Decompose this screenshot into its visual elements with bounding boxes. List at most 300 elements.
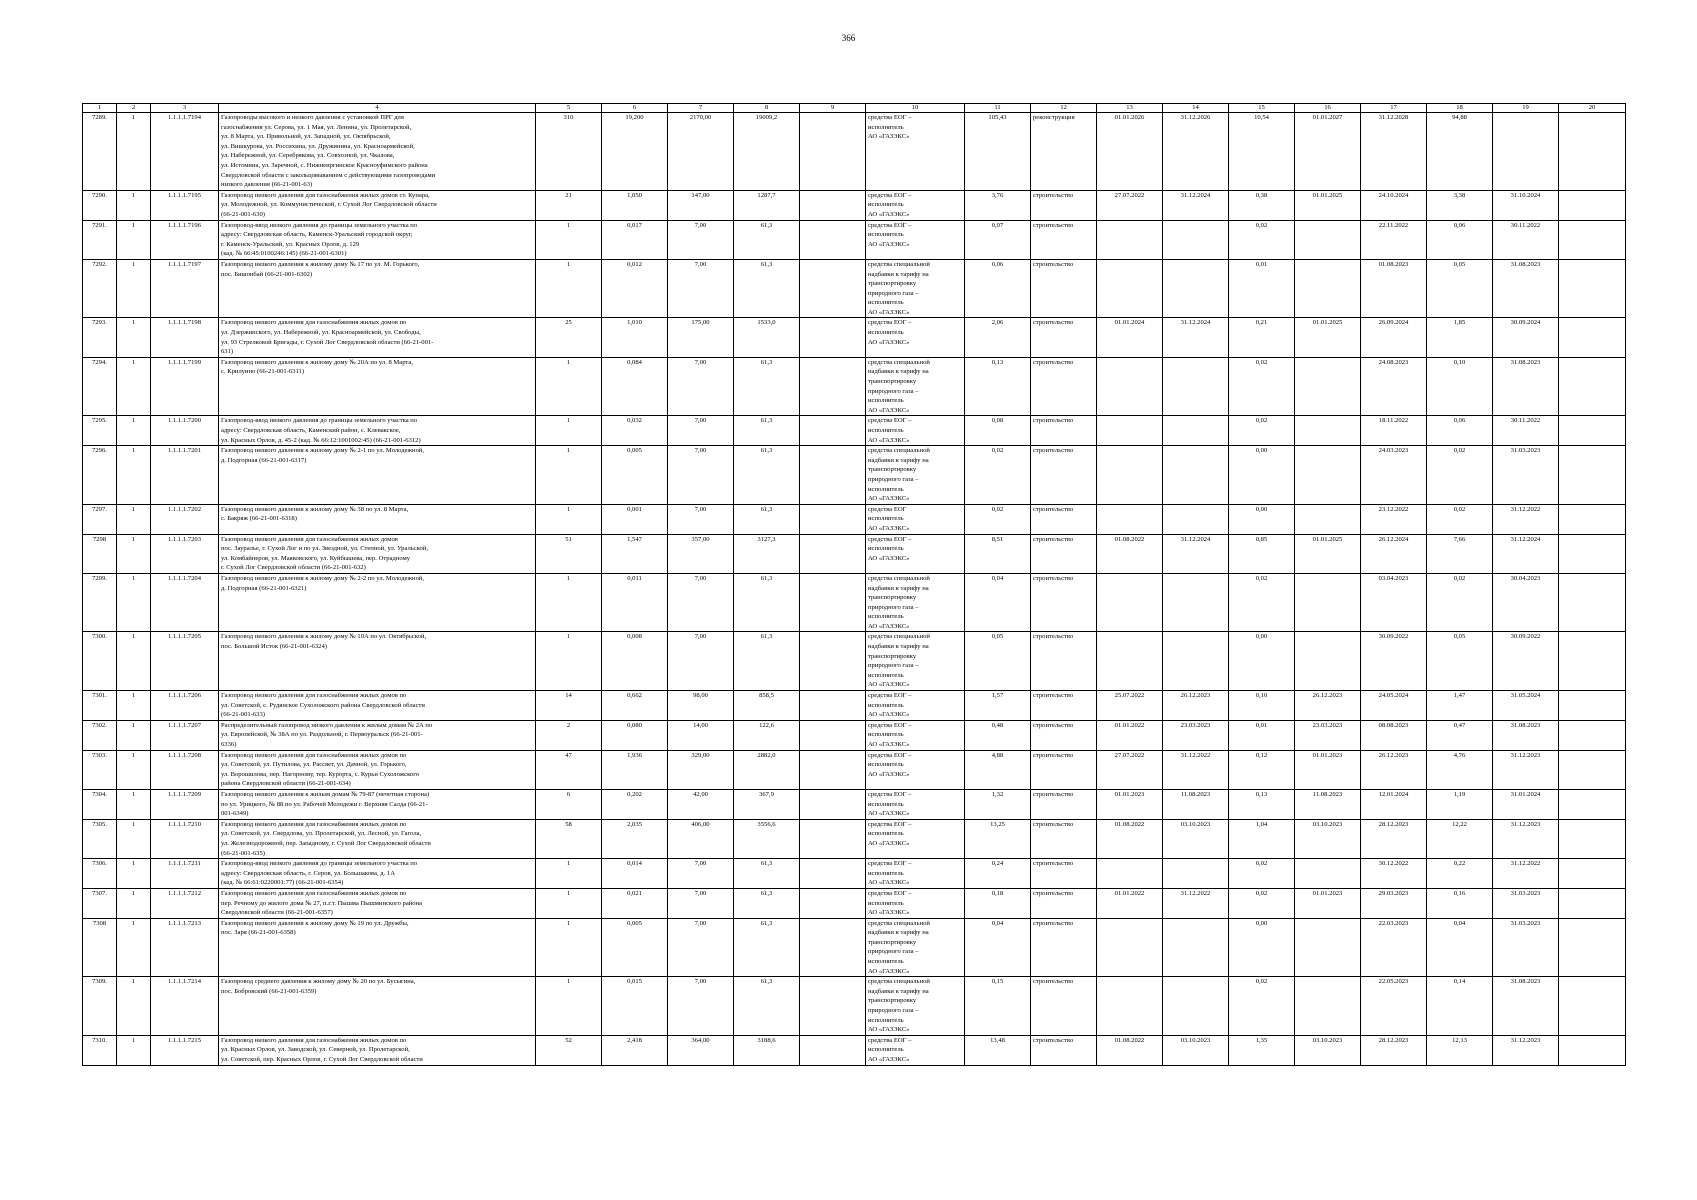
column-header-5: 5 — [536, 104, 602, 113]
end-date: 31.12.2026 — [1163, 113, 1229, 191]
volume-value: 858,5 — [734, 691, 800, 721]
note-cell — [1559, 534, 1626, 573]
empty-cell — [800, 259, 866, 318]
remaining-cost-value: 4,76 — [1427, 750, 1493, 789]
column-header-6: 6 — [602, 104, 668, 113]
row-number: 7298 — [83, 534, 117, 573]
project-code: 1.1.1.1.7207 — [151, 720, 219, 750]
start-date: 01.01.2026 — [1097, 113, 1163, 191]
cost-value: 0,13 — [965, 357, 1031, 416]
completion-date: 30.11.2022 — [1493, 416, 1559, 446]
volume-value: 61,3 — [734, 888, 800, 918]
column-header-14: 14 — [1163, 104, 1229, 113]
remaining-cost-value: 0,16 — [1427, 888, 1493, 918]
work-type: строительство — [1031, 859, 1097, 889]
stage-cost-value: 1,35 — [1229, 1035, 1295, 1065]
households-count: 21 — [536, 190, 602, 220]
project-description: Распределительный газопровод низкого давления к жилым домам № 2А по ул. Европейской, № 38А по ул. Раздольной, г. Первоуральск (66-21-001- 6336) — [219, 720, 536, 750]
start-date — [1097, 632, 1163, 691]
work-type: строительство — [1031, 819, 1097, 858]
completion-date: 31.03.2023 — [1493, 446, 1559, 505]
project-description: Газопровод-ввод низкого давления до границы земельного участка по адресу: Свердловская область, г. Серов, ул. Большакова, д. 1А (кад. № 66:61:0220001:77) (66-21-001-6354) — [219, 859, 536, 889]
stage-start-date — [1295, 259, 1361, 318]
end-date: 31.12.2022 — [1163, 888, 1229, 918]
project-code: 1.1.1.1.7211 — [151, 859, 219, 889]
row-number: 7309. — [83, 977, 117, 1036]
stage-start-date — [1295, 446, 1361, 505]
table-row — [83, 977, 1626, 1036]
stage-cost-value: 0,02 — [1229, 220, 1295, 259]
funding-source: средства ЕОГ – исполнитель АО «ГАЗЭКС» — [866, 416, 965, 446]
commission-date: 28.12.2023 — [1361, 819, 1427, 858]
funding-source: средства ЕОГ – исполнитель АО «ГАЗЭКС» — [866, 720, 965, 750]
empty-cell — [800, 113, 866, 191]
priority-cell: 1 — [117, 357, 151, 416]
priority-cell: 1 — [117, 1035, 151, 1065]
work-type: строительство — [1031, 416, 1097, 446]
funding-source: средства ЕОГ – исполнитель АО «ГАЗЭКС» — [866, 819, 965, 858]
note-cell — [1559, 190, 1626, 220]
start-date: 01.01.2022 — [1097, 720, 1163, 750]
households-count: 1 — [536, 446, 602, 505]
column-header-10: 10 — [866, 104, 965, 113]
pipeline-length: 0,084 — [602, 357, 668, 416]
remaining-cost-value: 12,22 — [1427, 819, 1493, 858]
commission-date: 30.09.2022 — [1361, 632, 1427, 691]
cost-value: 0,06 — [965, 259, 1031, 318]
cost-value: 1,32 — [965, 789, 1031, 819]
column-header-11: 11 — [965, 104, 1031, 113]
funding-source: средства специальной надбавки к тарифу на транспортировку природного газа – исполнитель АО «ГАЗЭКС» — [866, 977, 965, 1036]
remaining-cost-value: 0,06 — [1427, 416, 1493, 446]
row-number: 7301. — [83, 691, 117, 721]
column-header-16: 16 — [1295, 104, 1361, 113]
stage-cost-value: 0,01 — [1229, 259, 1295, 318]
table-row — [83, 220, 1626, 259]
table-row — [83, 446, 1626, 505]
remaining-cost-value: 0,02 — [1427, 573, 1493, 632]
funding-source: средства ЕОГ – исполнитель АО «ГАЗЭКС» — [866, 859, 965, 889]
remaining-cost-value: 0,47 — [1427, 720, 1493, 750]
stage-cost-value: 0,00 — [1229, 446, 1295, 505]
pipeline-length: 0,012 — [602, 259, 668, 318]
cost-value: 13,48 — [965, 1035, 1031, 1065]
column-header-18: 18 — [1427, 104, 1493, 113]
commission-date: 12.01.2024 — [1361, 789, 1427, 819]
stage-cost-value: 0,13 — [1229, 789, 1295, 819]
remaining-cost-value: 3,38 — [1427, 190, 1493, 220]
completion-date: 31.12.2024 — [1493, 534, 1559, 573]
stage-cost-value: 0,02 — [1229, 357, 1295, 416]
start-date — [1097, 504, 1163, 534]
table-row — [83, 504, 1626, 534]
stage-cost-value: 0,12 — [1229, 750, 1295, 789]
stage-start-date: 01.01.2023 — [1295, 750, 1361, 789]
capacity-value: 147,00 — [668, 190, 734, 220]
end-date — [1163, 259, 1229, 318]
funding-source: средства ЕОГ – исполнитель АО «ГАЗЭКС» — [866, 534, 965, 573]
empty-cell — [800, 888, 866, 918]
stage-start-date — [1295, 859, 1361, 889]
row-number: 7300. — [83, 632, 117, 691]
column-number-header-row — [83, 104, 1626, 113]
commission-date: 22.11.2022 — [1361, 220, 1427, 259]
work-type: строительство — [1031, 446, 1097, 505]
remaining-cost-value: 1,47 — [1427, 691, 1493, 721]
stage-start-date — [1295, 220, 1361, 259]
priority-cell: 1 — [117, 113, 151, 191]
commission-date: 22.03.2023 — [1361, 918, 1427, 977]
empty-cell — [800, 918, 866, 977]
end-date — [1163, 977, 1229, 1036]
pipeline-length: 0,080 — [602, 720, 668, 750]
table-row — [83, 750, 1626, 789]
priority-cell: 1 — [117, 750, 151, 789]
project-code: 1.1.1.1.7213 — [151, 918, 219, 977]
stage-cost-value: 0,85 — [1229, 534, 1295, 573]
empty-cell — [800, 750, 866, 789]
column-header-12: 12 — [1031, 104, 1097, 113]
capacity-value: 7,00 — [668, 446, 734, 505]
row-number: 7295. — [83, 416, 117, 446]
volume-value: 19009,2 — [734, 113, 800, 191]
households-count: 310 — [536, 113, 602, 191]
empty-cell — [800, 819, 866, 858]
row-number: 7294. — [83, 357, 117, 416]
start-date — [1097, 259, 1163, 318]
project-code: 1.1.1.1.7196 — [151, 220, 219, 259]
capacity-value: 7,00 — [668, 504, 734, 534]
table-row — [83, 259, 1626, 318]
households-count: 1 — [536, 859, 602, 889]
project-code: 1.1.1.1.7209 — [151, 789, 219, 819]
work-type: строительство — [1031, 534, 1097, 573]
stage-start-date: 23.03.2023 — [1295, 720, 1361, 750]
work-type: строительство — [1031, 259, 1097, 318]
end-date — [1163, 220, 1229, 259]
column-header-3: 3 — [151, 104, 219, 113]
stage-start-date: 01.01.2025 — [1295, 190, 1361, 220]
stage-start-date: 01.01.2025 — [1295, 318, 1361, 357]
volume-value: 61,3 — [734, 259, 800, 318]
completion-date: 31.05.2024 — [1493, 691, 1559, 721]
project-description: Газопровод среднего давления к жилому дому № 20 по ул. Бусыгина, пос. Бобровский (66-21-001-6359) — [219, 977, 536, 1036]
column-header-19: 19 — [1493, 104, 1559, 113]
work-type: строительство — [1031, 789, 1097, 819]
remaining-cost-value: 0,14 — [1427, 977, 1493, 1036]
column-header-17: 17 — [1361, 104, 1427, 113]
households-count: 1 — [536, 220, 602, 259]
completion-date: 31.12.2022 — [1493, 504, 1559, 534]
note-cell — [1559, 720, 1626, 750]
work-type: строительство — [1031, 573, 1097, 632]
column-header-8: 8 — [734, 104, 800, 113]
commission-date: 23.12.2022 — [1361, 504, 1427, 534]
funding-source: средства специальной надбавки к тарифу на транспортировку природного газа – исполнитель АО «ГАЗЭКС» — [866, 918, 965, 977]
column-header-20: 20 — [1559, 104, 1626, 113]
pipeline-length: 0,001 — [602, 504, 668, 534]
remaining-cost-value: 0,02 — [1427, 504, 1493, 534]
work-type: строительство — [1031, 504, 1097, 534]
priority-cell: 1 — [117, 416, 151, 446]
volume-value: 61,3 — [734, 977, 800, 1036]
commission-date: 24.08.2023 — [1361, 357, 1427, 416]
cost-value: 13,25 — [965, 819, 1031, 858]
project-description: Газопровод низкого давления для газоснабжения жилых домов ст. Кунара, ул. Молодежной, ул. Коммунистической, г. Сухой Лог Свердловской области (66-21-001-630) — [219, 190, 536, 220]
capacity-value: 7,00 — [668, 416, 734, 446]
completion-date: 31.12.2022 — [1493, 859, 1559, 889]
start-date: 01.01.2023 — [1097, 789, 1163, 819]
priority-cell: 1 — [117, 632, 151, 691]
note-cell — [1559, 750, 1626, 789]
column-header-13: 13 — [1097, 104, 1163, 113]
cost-value: 1,57 — [965, 691, 1031, 721]
project-code: 1.1.1.1.7200 — [151, 416, 219, 446]
stage-cost-value: 10,54 — [1229, 113, 1295, 191]
work-type: строительство — [1031, 357, 1097, 416]
funding-source: средства специальной надбавки к тарифу на транспортировку природного газа – исполнитель АО «ГАЗЭКС» — [866, 573, 965, 632]
note-cell — [1559, 691, 1626, 721]
cost-value: 3,76 — [965, 190, 1031, 220]
completion-date: 30.11.2022 — [1493, 220, 1559, 259]
table-row — [83, 819, 1626, 858]
priority-cell: 1 — [117, 190, 151, 220]
commission-date: 26.12.2024 — [1361, 534, 1427, 573]
end-date — [1163, 416, 1229, 446]
end-date — [1163, 446, 1229, 505]
pipeline-length: 1,010 — [602, 318, 668, 357]
capacity-value: 364,00 — [668, 1035, 734, 1065]
capacity-value: 7,00 — [668, 859, 734, 889]
work-type: строительство — [1031, 220, 1097, 259]
note-cell — [1559, 446, 1626, 505]
note-cell — [1559, 259, 1626, 318]
pipeline-length: 0,005 — [602, 446, 668, 505]
stage-start-date — [1295, 632, 1361, 691]
table-row — [83, 573, 1626, 632]
funding-source: средства ЕОГ – исполнитель АО «ГАЗЭКС» — [866, 691, 965, 721]
project-code: 1.1.1.1.7212 — [151, 888, 219, 918]
table-row — [83, 534, 1626, 573]
stage-cost-value: 0,38 — [1229, 190, 1295, 220]
funding-source: средства ЕОГ – исполнитель АО «ГАЗЭКС» — [866, 113, 965, 191]
project-description: Газопровод-ввод низкого давления до границы земельного участка по адресу: Свердловская область, Каменский район, с. Клевакское, ул. Красных Орлов, д. 45-2 (кад. № 66:12:1001002:45) (66-21-001-6312) — [219, 416, 536, 446]
column-header-15: 15 — [1229, 104, 1295, 113]
end-date — [1163, 632, 1229, 691]
row-number: 7306. — [83, 859, 117, 889]
end-date: 26.12.2023 — [1163, 691, 1229, 721]
note-cell — [1559, 888, 1626, 918]
project-description: Газопровод низкого давления к жилому дому № 2-1 по ул. Молодежной, д. Подгорная (66-21-001-6317) — [219, 446, 536, 505]
row-number: 7308 — [83, 918, 117, 977]
table-row — [83, 190, 1626, 220]
funding-source: средства ЕОГ – исполнитель АО «ГАЗЭКС» — [866, 190, 965, 220]
start-date — [1097, 977, 1163, 1036]
table-row — [83, 113, 1626, 191]
cost-value: 0,04 — [965, 918, 1031, 977]
start-date: 01.01.2024 — [1097, 318, 1163, 357]
end-date: 11.08.2023 — [1163, 789, 1229, 819]
capacity-value: 406,00 — [668, 819, 734, 858]
volume-value: 61,3 — [734, 416, 800, 446]
pipeline-length: 2,035 — [602, 819, 668, 858]
project-code: 1.1.1.1.7195 — [151, 190, 219, 220]
empty-cell — [800, 190, 866, 220]
start-date — [1097, 446, 1163, 505]
completion-date: 31.08.2023 — [1493, 357, 1559, 416]
table-row — [83, 357, 1626, 416]
note-cell — [1559, 504, 1626, 534]
table-row — [83, 691, 1626, 721]
pipeline-length: 0,015 — [602, 977, 668, 1036]
priority-cell: 1 — [117, 318, 151, 357]
remaining-cost-value: 7,66 — [1427, 534, 1493, 573]
page-number: 366 — [841, 33, 856, 43]
note-cell — [1559, 918, 1626, 977]
stage-cost-value: 0,01 — [1229, 720, 1295, 750]
start-date: 27.07.2022 — [1097, 750, 1163, 789]
column-header-4: 4 — [219, 104, 536, 113]
volume-value: 3188,6 — [734, 1035, 800, 1065]
volume-value: 61,3 — [734, 918, 800, 977]
completion-date: 31.03.2023 — [1493, 888, 1559, 918]
remaining-cost-value: 12,13 — [1427, 1035, 1493, 1065]
stage-start-date — [1295, 573, 1361, 632]
empty-cell — [800, 977, 866, 1036]
work-type: строительство — [1031, 691, 1097, 721]
households-count: 1 — [536, 259, 602, 318]
work-type: строительство — [1031, 632, 1097, 691]
pipeline-length: 0,032 — [602, 416, 668, 446]
priority-cell: 1 — [117, 888, 151, 918]
end-date: 31.12.2022 — [1163, 750, 1229, 789]
note-cell — [1559, 318, 1626, 357]
empty-cell — [800, 357, 866, 416]
pipeline-length: 0,202 — [602, 789, 668, 819]
end-date — [1163, 918, 1229, 977]
stage-cost-value: 0,02 — [1229, 977, 1295, 1036]
funding-source: средства ЕОГ – исполнитель АО «ГАЗЭКС» — [866, 750, 965, 789]
note-cell — [1559, 1035, 1626, 1065]
empty-cell — [800, 1035, 866, 1065]
households-count: 58 — [536, 819, 602, 858]
volume-value: 122,6 — [734, 720, 800, 750]
stage-cost-value: 0,02 — [1229, 573, 1295, 632]
capacity-value: 2170,00 — [668, 113, 734, 191]
table-row — [83, 859, 1626, 889]
investment-program-table — [82, 103, 1626, 1066]
pipeline-length: 0,021 — [602, 888, 668, 918]
cost-value: 0,48 — [965, 720, 1031, 750]
pipeline-length: 0,011 — [602, 573, 668, 632]
table-row — [83, 720, 1626, 750]
commission-date: 24.03.2023 — [1361, 446, 1427, 505]
empty-cell — [800, 416, 866, 446]
start-date: 01.01.2022 — [1097, 888, 1163, 918]
row-number: 7290. — [83, 190, 117, 220]
column-header-2: 2 — [117, 104, 151, 113]
capacity-value: 42,00 — [668, 789, 734, 819]
pipeline-length: 19,200 — [602, 113, 668, 191]
project-code: 1.1.1.1.7204 — [151, 573, 219, 632]
end-date — [1163, 573, 1229, 632]
empty-cell — [800, 504, 866, 534]
volume-value: 61,3 — [734, 859, 800, 889]
funding-source: средства ЕОГ – исполнитель АО «ГАЗЭКС» — [866, 220, 965, 259]
empty-cell — [800, 632, 866, 691]
cost-value: 2,06 — [965, 318, 1031, 357]
remaining-cost-value: 0,02 — [1427, 446, 1493, 505]
priority-cell: 1 — [117, 446, 151, 505]
priority-cell: 1 — [117, 573, 151, 632]
funding-source: средства специальной надбавки к тарифу на транспортировку природного газа – исполнитель АО «ГАЗЭКС» — [866, 632, 965, 691]
end-date: 03.10.2023 — [1163, 819, 1229, 858]
work-type: строительство — [1031, 918, 1097, 977]
pipeline-length: 1,050 — [602, 190, 668, 220]
row-number: 7303. — [83, 750, 117, 789]
start-date: 27.07.2022 — [1097, 190, 1163, 220]
table-body — [83, 113, 1626, 1066]
note-cell — [1559, 977, 1626, 1036]
start-date: 01.08.2022 — [1097, 819, 1163, 858]
note-cell — [1559, 416, 1626, 446]
project-description: Газопровод низкого давления для газоснабжения жилых домов по ул. Советской, ул. Путилова, ул. Рассвет, ул. Дачной, ул. Горького, ул. Ворошилова, пер. Нагорному, тер. Курорта, с. Курьи Сухоложского района Свердловской области (66-21-001-634) — [219, 750, 536, 789]
cost-value: 0,15 — [965, 977, 1031, 1036]
commission-date: 03.04.2023 — [1361, 573, 1427, 632]
remaining-cost-value: 94,88 — [1427, 113, 1493, 191]
start-date — [1097, 573, 1163, 632]
stage-start-date: 03.10.2023 — [1295, 1035, 1361, 1065]
end-date — [1163, 357, 1229, 416]
households-count: 1 — [536, 977, 602, 1036]
project-description: Газопровод низкого давления для газоснабжения жилых домов по пер. Речному до жилого дома № 27, п.г.т. Пышма Пышминского района Свердловской области (66-21-001-6357) — [219, 888, 536, 918]
row-number: 7296. — [83, 446, 117, 505]
capacity-value: 7,00 — [668, 918, 734, 977]
project-code: 1.1.1.1.7206 — [151, 691, 219, 721]
empty-cell — [800, 318, 866, 357]
row-number: 7289. — [83, 113, 117, 191]
stage-start-date: 01.01.2023 — [1295, 888, 1361, 918]
row-number: 7299. — [83, 573, 117, 632]
note-cell — [1559, 859, 1626, 889]
note-cell — [1559, 632, 1626, 691]
remaining-cost-value: 0,22 — [1427, 859, 1493, 889]
start-date: 01.08.2022 — [1097, 1035, 1163, 1065]
volume-value: 61,3 — [734, 504, 800, 534]
remaining-cost-value: 1,85 — [1427, 318, 1493, 357]
pipeline-length: 0,014 — [602, 859, 668, 889]
completion-date: 31.08.2023 — [1493, 977, 1559, 1036]
priority-cell: 1 — [117, 819, 151, 858]
volume-value: 1287,7 — [734, 190, 800, 220]
priority-cell: 1 — [117, 534, 151, 573]
households-count: 14 — [536, 691, 602, 721]
capacity-value: 98,00 — [668, 691, 734, 721]
funding-source: средства ЕОГ – исполнитель АО «ГАЗЭКС» — [866, 1035, 965, 1065]
project-code: 1.1.1.1.7205 — [151, 632, 219, 691]
stage-start-date — [1295, 504, 1361, 534]
project-code: 1.1.1.1.7197 — [151, 259, 219, 318]
volume-value: 61,3 — [734, 357, 800, 416]
project-description: Газопроводы высокого и низкого давления с установкой ПРГ для газоснабжения ул. Серова, ул. 1 Мая, ул. Ленина, ул. Пролетарской, ул. 8 Марта, ул. Привольной, ул. Западной, ул. Октябрьской, ул. Вишкурова, ул. Россихина, ул. Дружинина, ул. Красноармейской, ул. Набережной, ул. Серебрякова, ул. Совхозной, ул. Чкалова, ул. Истомина, ул. Заречной, с. Нижнеиргинское Красноуфимского района Свердловской области с закольцовыванием с действующими газопроводами низкого давления (66-21-001-63) — [219, 113, 536, 191]
completion-date: 30.09.2022 — [1493, 632, 1559, 691]
table-row — [83, 789, 1626, 819]
completion-date: 31.12.2023 — [1493, 1035, 1559, 1065]
empty-cell — [800, 534, 866, 573]
project-code: 1.1.1.1.7215 — [151, 1035, 219, 1065]
project-description: Газопровод низкого давления к жилому дому № 19 по ул. Дружбы, пос. Заря (66-21-001-6358) — [219, 918, 536, 977]
project-description: Газопровод низкого давления к жилому дому № 38 по ул. 8 Марта, с. Бакряж (66-21-001-6318) — [219, 504, 536, 534]
